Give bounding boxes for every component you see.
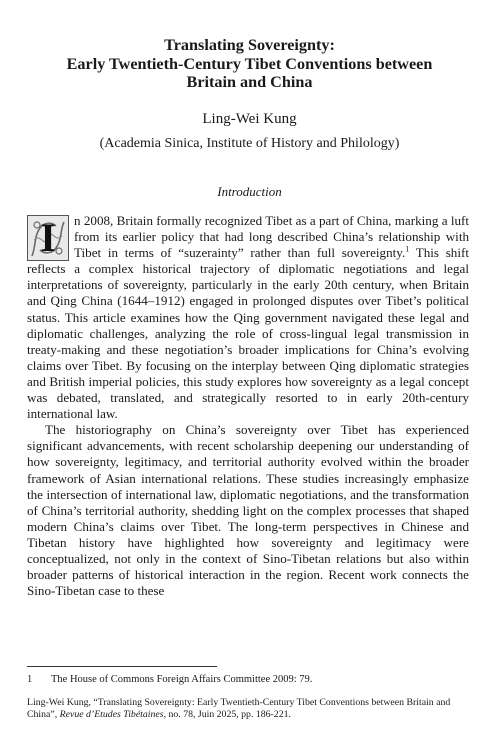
title-line-2: Early Twentieth-Century Tibet Conventions between (66, 54, 433, 73)
author-name: Ling-Wei Kung (202, 111, 297, 127)
citation-details: , no. 78, Juin 2025, pp. 186-221. (163, 709, 291, 720)
footnote (27, 674, 469, 685)
section-heading: Introduction (217, 184, 282, 199)
citation-author-title: Ling-Wei Kung, “Translating Sovereignty: Early Twentieth-Century Tibet Conventions between Britain and China”, (27, 697, 451, 720)
footnote-number: 1 (27, 674, 33, 685)
footnote-divider (27, 666, 217, 667)
author-affiliation: (Academia Sinica, Institute of History and Philology) (99, 136, 400, 151)
citation (27, 697, 469, 721)
citation-journal: Revue d’Etudes Tibétaines (59, 709, 164, 720)
paragraph-2: The historiography on China’s sovereignty over Tibet has experienced significant advancements, with recent scholarship deepening our understanding of how sovereignty, legitimacy, and territorial authority evolved within the broader framework of Asian international relations. These studies increasingly emphasize the intersection of international law, diplomatic negotiations, and the transformation of China’s territorial authority, shedding light on the complex processes that shaped modern China’s claims over Tibet. The long-term perspectives in Chinese and Tibetan history have highlighted how sovereignty and legitimacy were conceptualized, not only in the context of Sino-Tibetan relations but also within broader patterns of historical interaction in the region. Recent work connects the Sino-Tibetan case to these (27, 422, 469, 599)
article-title (30, 36, 469, 92)
paragraph-1 (27, 213, 469, 422)
paragraph-1-text-b: This shift reflects a complex historical trajectory of diplomatic negotiations and legal interpretations of sovereignty, particularly in the early 20th century, when Britain and Qing China (1644–1912) engaged in prolonged disputes over Tibet’s political status. This article examines how the Qing government navigated these legal and diplomatic challenges, analyzing the role of cross-lingual legal transmission in treaty-making and these negotiation’s broader implications for China’s evolving claims over Tibet. By focusing on the interplay between Qing diplomatic strategies and British imperial policies, this study explores how sovereignty as a legal concept was debated, translated, and strategically resorted to in early 20th-century international law. (27, 245, 469, 422)
body-text (27, 213, 469, 599)
paragraph-1-text-a: n 2008, Britain formally recognized Tibet as a part of China, marking a luft from its earlier policy that had long described China’s relationship with Tibet in terms of “suzerainty” rather than full sovereignty. (74, 213, 469, 261)
drop-cap (27, 215, 69, 261)
title-line-1: Translating Sovereignty: (164, 36, 335, 54)
drop-cap-letter: I (40, 215, 56, 260)
footnote-text: The House of Commons Foreign Affairs Committee 2009: 79. (51, 674, 313, 685)
title-line-3: Britain and China (186, 73, 313, 91)
footnote-marker[interactable]: 1 (405, 244, 410, 254)
